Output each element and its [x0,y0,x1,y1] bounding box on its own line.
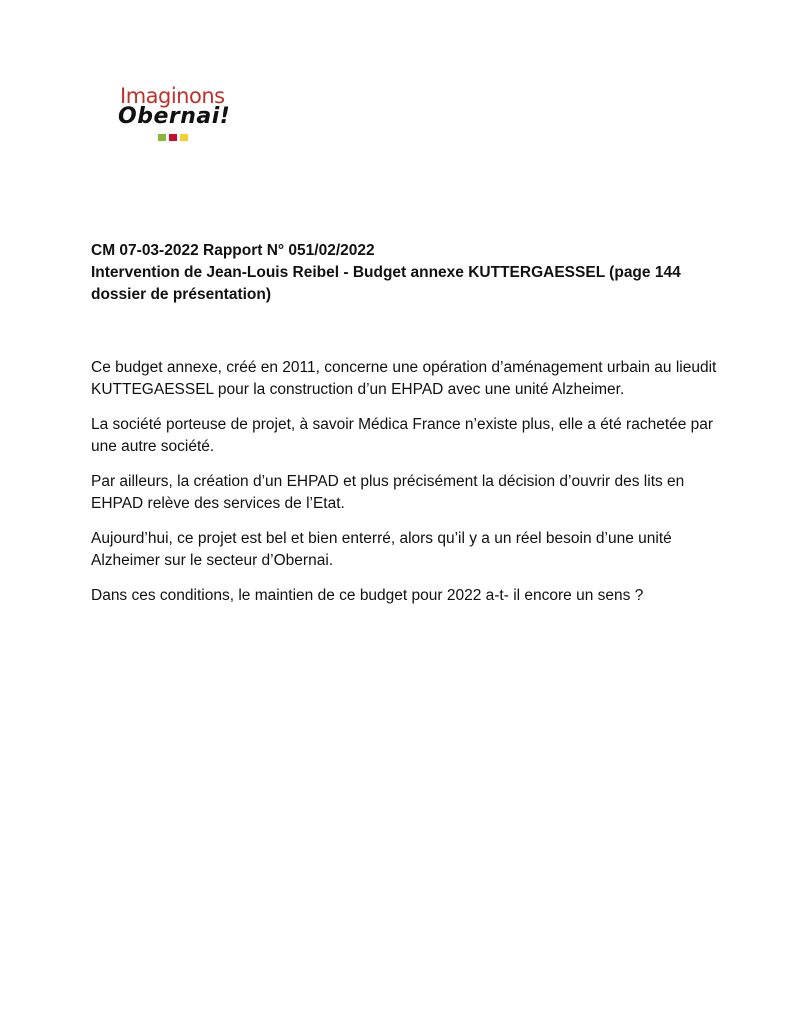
logo-text-imaginons: Imaginons [120,84,225,108]
paragraph: Par ailleurs, la création d’un EHPAD et plus précisément la décision d’ouvrir des lits en EHPAD relève des services de l’Etat. [91,473,685,512]
logo [118,84,248,146]
document-header [91,240,711,306]
logo-square-green [158,134,166,141]
paragraph: Aujourd’hui, ce projet est bel et bien enterré, alors qu’il y a un réel besoin d’une unité Alzheimer sur le secteur d’Obernai. [91,530,672,569]
intervention-title: Intervention de Jean-Louis Reibel - Budget annexe KUTTERGAESSEL (page 144 [91,264,681,281]
paragraph: Ce budget annexe, créé en 2011, concerne une opération d’aménagement urbain au lieudit KUTTEGAESSEL pour la construction d’un EHPAD avec une unité Alzheimer. [91,359,717,398]
logo-square-yellow [180,134,188,141]
report-reference: CM 07-03-2022 Rapport N° 051/02/2022 [91,242,375,259]
paragraph: Dans ces conditions, le maintien de ce budget pour 2022 a-t- il encore un sens ? [91,587,644,604]
document-body [91,357,731,620]
logo-text-obernai: Obernai! [118,104,231,129]
paragraph: La société porteuse de projet, à savoir Médica France n’existe plus, elle a été rachetée par une autre société. [91,416,714,455]
intervention-title-continued: dossier de présentation) [91,286,272,303]
logo-color-squares [158,134,188,141]
logo-square-red [169,134,177,141]
